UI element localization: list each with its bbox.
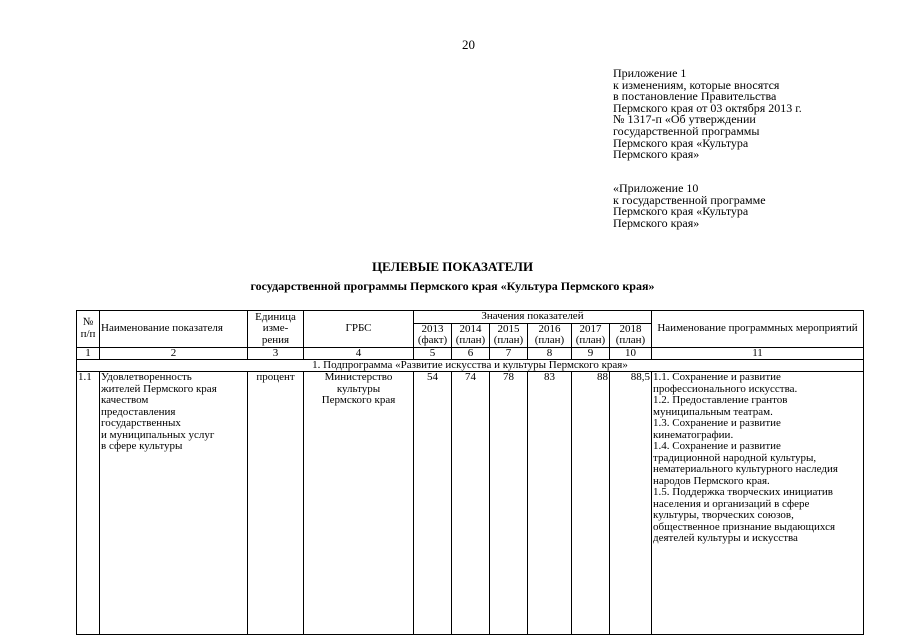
annex-line: «Приложение 10: [613, 181, 699, 195]
header-unit: Единица изме- рения: [248, 311, 304, 348]
header-num: № п/п: [77, 311, 100, 348]
header-activities: Наименование программных мероприятий: [652, 311, 864, 348]
table-header-row: [77, 311, 864, 324]
header-year: 2015 (план): [490, 323, 528, 347]
annex-line: Пермского края «Культура: [613, 204, 749, 219]
row-unit: процент: [248, 372, 304, 635]
annex-line: Пермского края от 03 октября 2013 г.: [613, 100, 802, 115]
header-year: 2017 (план): [572, 323, 610, 347]
row-value-2018: 88,5: [610, 372, 652, 635]
annex-line: в постановление Правительства: [613, 89, 777, 104]
row-indicator-name: Удовлетворенность жителей Пермского края качеством предоставления государственных и муниципальных услуг в сфере культуры: [100, 372, 248, 635]
page-number: 20: [462, 37, 475, 52]
header-year: 2013 (факт): [414, 323, 452, 347]
column-number: 1: [77, 347, 100, 359]
document-title: ЦЕЛЕВЫЕ ПОКАЗАТЕЛИ: [371, 259, 534, 274]
row-value-2017: 88: [572, 372, 610, 635]
subprogram-row: [77, 359, 864, 372]
column-number: 4: [304, 347, 414, 359]
annex-line: Пермского края»: [613, 215, 700, 230]
column-number: 8: [528, 347, 572, 359]
annex-line: Приложение 1: [613, 66, 687, 80]
column-number: 6: [452, 347, 490, 359]
annex-note-10: [613, 183, 766, 229]
column-number: 9: [572, 347, 610, 359]
row-value-2014: 74: [452, 372, 490, 635]
row-value-2013: 54: [414, 372, 452, 635]
annex-line: к государственной программе: [613, 192, 766, 207]
row-activities: 1.1. Сохранение и развитие профессионального искусства. 1.2. Предоставление грантов муниципальным театрам. 1.3. Сохранение и развитие кинематографии. 1.4. Сохранение и развитие традиционной народной культуры, нематериального культурного наследия народов Пермского края. 1.5. Поддержка творческих инициатив населения и организаций в сфере культуры, творческих союзов, общественное признание выдающихся деятелей культуры и искусства: [652, 372, 864, 635]
column-number: 3: [248, 347, 304, 359]
annex-line: Пермского края «Культура: [613, 135, 749, 150]
annex-line: к изменениям, которые вносятся: [613, 77, 780, 92]
column-number: 5: [414, 347, 452, 359]
annex-line: Пермского края»: [613, 147, 700, 162]
column-number: 2: [100, 347, 248, 359]
header-name: Наименование показателя: [100, 311, 248, 348]
column-number: 10: [610, 347, 652, 359]
subprogram-title: 1. Подпрограмма «Развитие искусства и культуры Пермского края»: [77, 359, 864, 372]
table-row: [77, 372, 864, 635]
header-year: 2016 (план): [528, 323, 572, 347]
document-subtitle: государственной программы Пермского края «Культура Пермского края»: [250, 279, 655, 293]
column-number: 11: [652, 347, 864, 359]
row-value-2015: 78: [490, 372, 528, 635]
annex-note-1: [613, 68, 802, 161]
column-number-row: [77, 347, 864, 359]
row-value-2016: 83: [528, 372, 572, 635]
header-values: Значения показателей: [414, 311, 652, 324]
row-num: 1.1: [77, 372, 100, 635]
header-year: 2018 (план): [610, 323, 652, 347]
header-grbs: ГРБС: [304, 311, 414, 348]
target-indicators-table: [76, 310, 864, 635]
column-number: 7: [490, 347, 528, 359]
header-year: 2014 (план): [452, 323, 490, 347]
row-grbs: Министерство культуры Пермского края: [304, 372, 414, 635]
annex-line: государственной программы: [613, 123, 760, 138]
annex-line: № 1317-п «Об утверждении: [613, 112, 756, 127]
